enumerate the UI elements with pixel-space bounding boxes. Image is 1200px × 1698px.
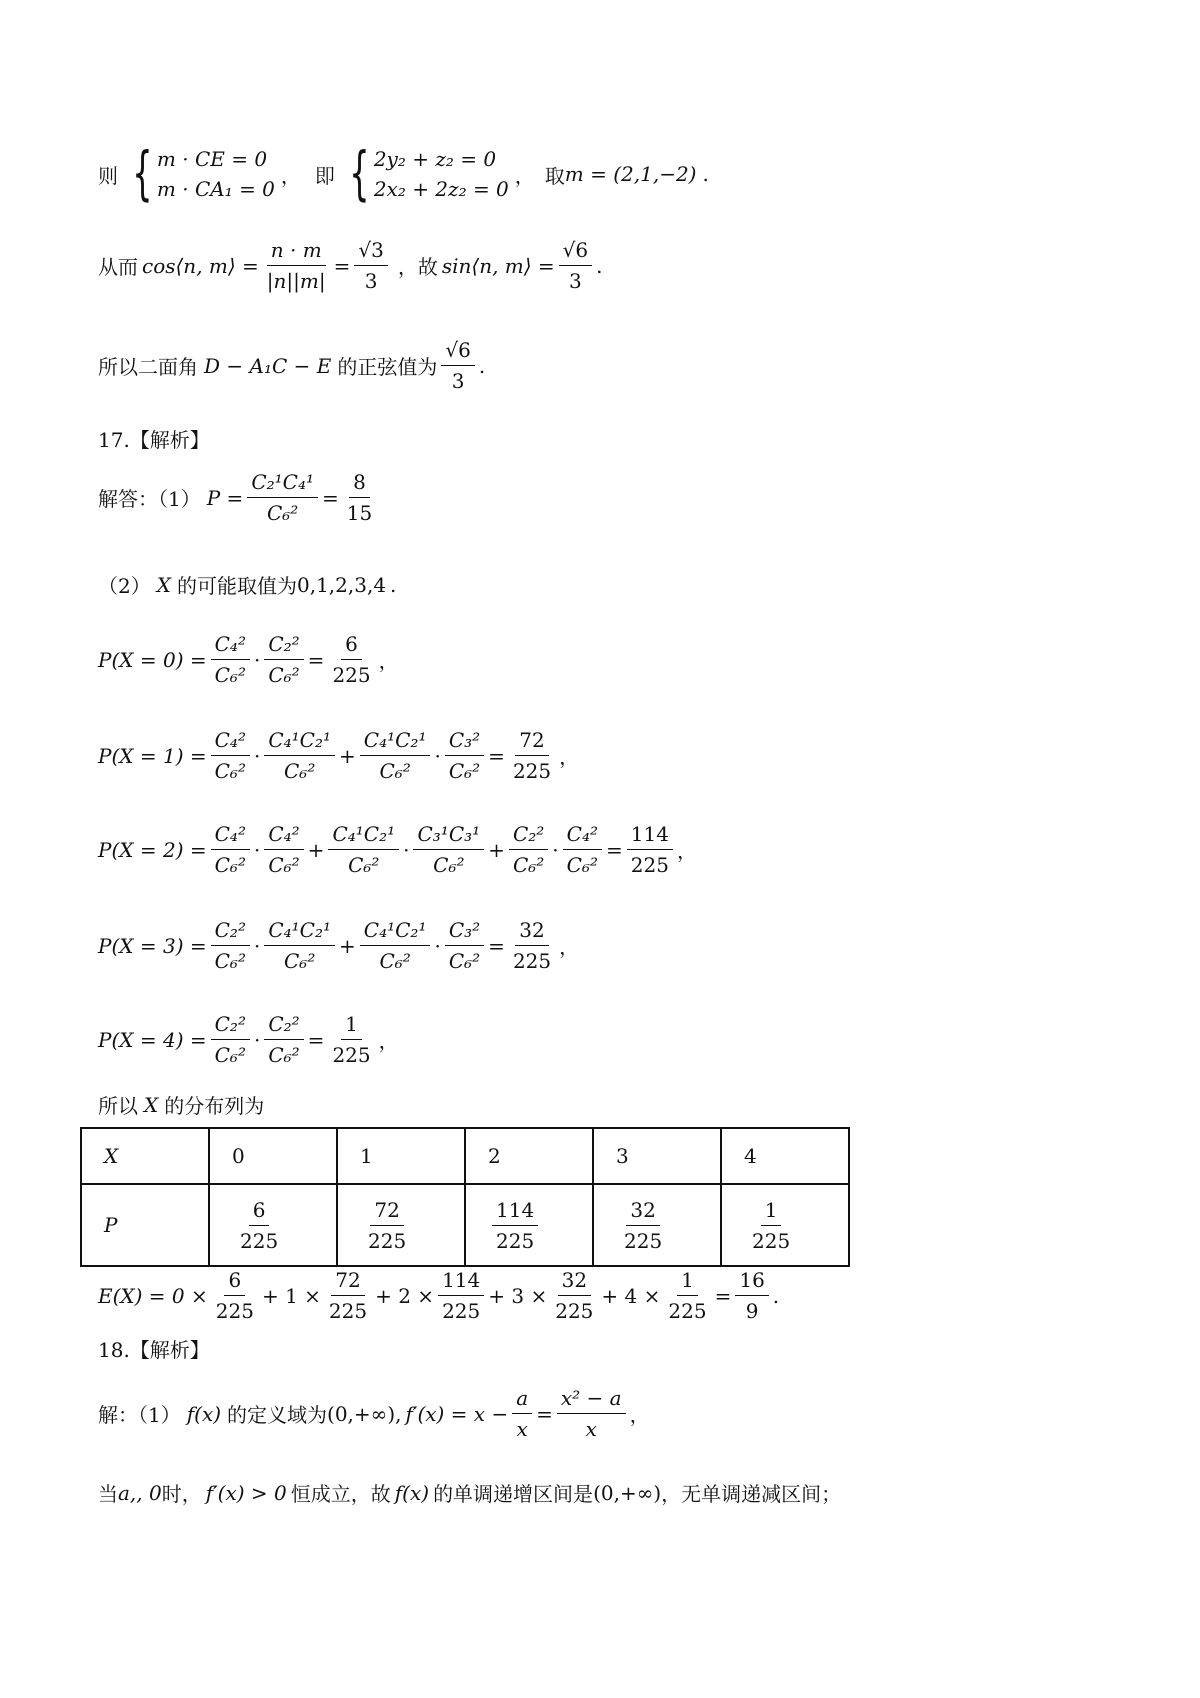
p0-value-num: 6	[341, 632, 362, 660]
p3-a2-den: C₆²	[284, 949, 316, 973]
dot: ·	[253, 837, 261, 862]
p2-a2	[264, 822, 303, 877]
sol18-frac	[512, 1386, 532, 1441]
cos-num: n · m	[267, 238, 326, 266]
sol18-frac-num: a	[512, 1386, 532, 1414]
p1-a2	[264, 728, 335, 783]
dot: ·	[253, 933, 261, 958]
p3-b1-num: C₄¹C₂¹	[360, 918, 431, 946]
dot: ·	[434, 933, 441, 958]
eq: =	[605, 837, 623, 862]
table-cell: X	[81, 1128, 209, 1184]
derivative: f′(x) = x −	[405, 1401, 509, 1426]
p2-b2	[413, 822, 484, 877]
table-cell: P	[81, 1184, 209, 1266]
q17-heading: 17.【解析】	[98, 428, 210, 452]
p2-a1-num: C₄²	[211, 822, 250, 850]
p3-line	[98, 918, 579, 973]
plus: +	[339, 743, 356, 768]
p4-value-num: 1	[341, 1012, 362, 1040]
sep2: ，	[514, 163, 535, 188]
eq: =	[488, 743, 505, 768]
p2-value	[627, 822, 673, 877]
dihedral-expr: D − A₁C − E	[204, 353, 332, 378]
p1-a1-num: C₄²	[211, 728, 250, 756]
text-heng: 恒成立，故	[290, 1482, 391, 1506]
text-part2: （2）	[98, 574, 151, 598]
eq: =	[322, 485, 339, 510]
p2-b2-den: C₆²	[433, 853, 465, 877]
ex-value	[735, 1268, 768, 1323]
plus: +	[339, 933, 356, 958]
cell-den: 225	[496, 1228, 535, 1253]
p4-f1	[211, 1012, 250, 1067]
eq: =	[307, 647, 325, 672]
cell-num: 6	[249, 1198, 270, 1226]
table-cell: 0	[209, 1128, 337, 1184]
op: + 1 ×	[261, 1283, 321, 1308]
p1-b2-num: C₃²	[445, 728, 484, 756]
table-cell: 1	[337, 1128, 465, 1184]
cos-line	[98, 238, 603, 293]
text-shi: 时，	[161, 1482, 202, 1506]
comma: ，	[629, 1403, 650, 1427]
sys2-eq2: 2x₂ + 2z₂ = 0	[373, 177, 509, 201]
p3-value-num: 32	[515, 918, 548, 946]
system-1: { m · CE = 0 m · CA₁ = 0	[132, 139, 275, 207]
ans1-den: C₆²	[266, 501, 299, 525]
p3-value	[509, 918, 555, 973]
p1-a1	[211, 728, 250, 783]
cell-den: 225	[624, 1228, 663, 1253]
text-qu: 取	[544, 163, 565, 188]
table-row	[81, 1184, 849, 1266]
p2-a1-den: C₆²	[214, 853, 246, 877]
comma: ，	[378, 649, 399, 673]
p4-f1-den: C₆²	[214, 1043, 246, 1067]
p2-b1-num: C₄¹C₂¹	[328, 822, 399, 850]
ex-f5	[664, 1268, 710, 1323]
end-dot: .	[702, 162, 709, 186]
p3-b2	[445, 918, 484, 973]
table-cell: 3	[593, 1128, 721, 1184]
p3-b1	[360, 918, 431, 973]
p1-lhs: P(X = 1) =	[98, 743, 207, 768]
p0-line	[98, 632, 399, 687]
text-jie: 解：（1）	[98, 1403, 181, 1427]
ex-f3-den: 225	[442, 1299, 481, 1323]
var-x: X	[144, 1092, 159, 1117]
text-dom: 的定义域为	[227, 1403, 328, 1427]
comma: ，	[559, 935, 580, 959]
ex-f1	[212, 1268, 258, 1323]
sin-value-num: √6	[559, 238, 592, 266]
ex-f2	[325, 1268, 371, 1323]
eq: =	[536, 1401, 553, 1426]
p3-value-den: 225	[512, 949, 552, 973]
p2-value-den: 225	[630, 853, 669, 877]
ex-f5-num: 1	[677, 1268, 698, 1296]
ex-value-den: 9	[745, 1299, 759, 1323]
p0-value-den: 225	[332, 663, 371, 687]
plus: +	[307, 837, 325, 862]
p1-value-den: 225	[512, 759, 552, 783]
sol18-frac-den: x	[516, 1417, 528, 1441]
comma: ，	[378, 1029, 399, 1053]
p4-f1-num: C₂²	[211, 1012, 250, 1040]
p4-f2-den: C₆²	[268, 1043, 300, 1067]
distribution-table	[80, 1127, 850, 1267]
p3-a1-den: C₆²	[214, 949, 246, 973]
sin-value	[559, 238, 592, 293]
ans1-value-num: 8	[349, 470, 370, 498]
p2-line	[98, 822, 697, 877]
ex-f2-den: 225	[328, 1299, 368, 1323]
p4-value-den: 225	[332, 1043, 371, 1067]
p0-f1-den: C₆²	[214, 663, 246, 687]
p1-a2-num: C₄¹C₂¹	[264, 728, 335, 756]
ans1-num: C₂¹C₄¹	[247, 470, 318, 498]
table-row	[81, 1128, 849, 1184]
ex-f4-den: 225	[555, 1299, 594, 1323]
p3-b2-den: C₆²	[448, 949, 481, 973]
p3-lhs: P(X = 3) =	[98, 933, 207, 958]
p0-lhs: P(X = 0) =	[98, 647, 207, 672]
p1-b1-den: C₆²	[379, 759, 411, 783]
p4-lhs: P(X = 4) =	[98, 1027, 207, 1052]
eq: =	[714, 1283, 732, 1308]
system-equations-line	[98, 140, 709, 208]
cos-value-den: 3	[364, 269, 378, 293]
text-congr: 从而	[98, 255, 138, 279]
p3-a1	[211, 918, 250, 973]
p3-a1-num: C₂²	[211, 918, 250, 946]
p2-c2-num: C₄²	[563, 822, 602, 850]
ex-f2-num: 72	[331, 1268, 364, 1296]
p0-f2-den: C₆²	[268, 663, 300, 687]
p2-c1	[509, 822, 548, 877]
var-x: X	[156, 572, 171, 597]
p1-a2-den: C₆²	[284, 759, 316, 783]
p2-c2	[563, 822, 602, 877]
func: f(x)	[394, 1480, 430, 1505]
ans1-frac	[247, 470, 318, 525]
take-expr: m = (2,1,−2)	[564, 162, 697, 186]
p0-f1-num: C₄²	[211, 632, 250, 660]
p2-b1	[328, 822, 399, 877]
ans1-value-den: 15	[346, 501, 373, 525]
ex-f1-num: 6	[224, 1268, 245, 1296]
dot: ·	[403, 837, 410, 862]
p1-b1-num: C₄¹C₂¹	[360, 728, 431, 756]
p3-a2	[264, 918, 335, 973]
text-dang: 当	[98, 1482, 118, 1506]
cell-num: 32	[626, 1198, 659, 1226]
p4-line	[98, 1012, 399, 1067]
text-ji: 即	[314, 163, 335, 188]
p0-f1	[211, 632, 250, 687]
p2-b1-den: C₆²	[348, 853, 380, 877]
p2-c2-den: C₆²	[566, 853, 598, 877]
p1-a1-den: C₆²	[214, 759, 246, 783]
table-cell	[593, 1184, 721, 1266]
sys1-eq2: m · CA₁ = 0	[156, 177, 275, 201]
p2-value-num: 114	[627, 822, 673, 850]
p3-b1-den: C₆²	[379, 949, 411, 973]
condition: a,, 0	[118, 1480, 162, 1505]
cell-num: 1	[761, 1198, 782, 1226]
cell-den: 225	[240, 1228, 279, 1253]
text-gu: ，故	[397, 255, 438, 279]
p4-value	[328, 1012, 374, 1067]
dihedral-num: √6	[441, 338, 474, 366]
end-dot: .	[772, 1283, 780, 1308]
text-interval: 的单调递增区间是	[433, 1482, 594, 1506]
comma: ，	[676, 839, 697, 863]
interval: (0,+∞)	[593, 1480, 662, 1505]
p3-a2-num: C₄¹C₂¹	[264, 918, 335, 946]
table-cell	[465, 1184, 593, 1266]
cell-den: 225	[752, 1228, 791, 1253]
end-dot: .	[390, 572, 397, 597]
sep1: ，	[280, 163, 301, 188]
cos-fraction	[263, 238, 330, 293]
text-tail: ，无单调递减区间；	[661, 1482, 842, 1506]
text-jieda: 解答：（1）	[98, 487, 201, 511]
text-tail: 的可能取值为	[176, 574, 297, 598]
q18-heading: 18.【解析】	[98, 1338, 210, 1362]
cos-expr: cos⟨n, m⟩ =	[142, 253, 259, 278]
p2-c1-num: C₂²	[509, 822, 548, 850]
ex-lhs: E(X) = 0 ×	[98, 1283, 208, 1308]
cos-value-num: √3	[354, 238, 387, 266]
end-dot: .	[596, 253, 603, 278]
cos-den: |n||m|	[266, 269, 326, 293]
sys1-eq1: m · CE = 0	[156, 147, 268, 171]
op: + 3 ×	[488, 1283, 548, 1308]
end-dot: .	[478, 353, 486, 378]
p-expr: P =	[206, 485, 244, 510]
p1-value-num: 72	[515, 728, 548, 756]
expectation-line	[98, 1268, 779, 1323]
p2-a2-num: C₄²	[264, 822, 303, 850]
ex-f1-den: 225	[215, 1299, 254, 1323]
p0-value	[328, 632, 374, 687]
eq: =	[488, 933, 505, 958]
eq: =	[333, 253, 351, 278]
dot: ·	[552, 837, 559, 862]
p4-f2-num: C₂²	[264, 1012, 303, 1040]
p2-a1	[211, 822, 250, 877]
sol18-line	[98, 1386, 650, 1441]
ex-value-num: 16	[735, 1268, 768, 1296]
sol18-value-num: x² − a	[557, 1386, 626, 1414]
eq: =	[307, 1027, 325, 1052]
sin-value-den: 3	[569, 269, 582, 293]
p4-f2	[264, 1012, 303, 1067]
text-suoyi: 所以	[98, 1094, 138, 1118]
text-tail: 的分布列为	[164, 1094, 265, 1118]
domain: (0,+∞),	[327, 1401, 402, 1426]
part2-line	[98, 570, 396, 599]
dihedral-line	[98, 338, 485, 393]
dot: ·	[253, 743, 261, 768]
dot: ·	[253, 647, 261, 672]
ex-f3	[438, 1268, 484, 1323]
p2-c1-den: C₆²	[512, 853, 545, 877]
op: + 4 ×	[601, 1283, 661, 1308]
dot: ·	[253, 1027, 261, 1052]
op: + 2 ×	[375, 1283, 435, 1308]
p1-b2	[445, 728, 484, 783]
values: 0,1,2,3,4	[296, 572, 387, 597]
comma: ，	[559, 745, 580, 769]
p2-b2-num: C₃¹C₃¹	[413, 822, 484, 850]
ans1-value	[343, 470, 376, 525]
table-cell	[209, 1184, 337, 1266]
table-cell: 2	[465, 1128, 593, 1184]
func: f(x)	[186, 1401, 222, 1426]
table-cell	[337, 1184, 465, 1266]
ex-f5-den: 225	[668, 1299, 707, 1323]
p1-b2-den: C₆²	[448, 759, 481, 783]
text-tail: 的正弦值为	[337, 355, 438, 379]
sys2-eq1: 2y₂ + z₂ = 0	[373, 147, 497, 171]
table-cell	[721, 1184, 849, 1266]
sol18-value	[557, 1386, 626, 1441]
dist-intro	[98, 1090, 264, 1119]
dihedral-den: 3	[451, 369, 465, 393]
plus: +	[488, 837, 505, 862]
p1-b1	[360, 728, 431, 783]
dihedral-value	[441, 338, 474, 393]
dot: ·	[434, 743, 441, 768]
text-suoyi: 所以二面角	[98, 355, 198, 379]
ans-part1	[98, 470, 380, 525]
cos-value	[354, 238, 387, 293]
ex-f4-num: 32	[558, 1268, 591, 1296]
sol18-value-den: x	[585, 1417, 597, 1441]
p3-b2-num: C₃²	[445, 918, 484, 946]
cell-num: 72	[370, 1198, 403, 1226]
text-ze: 则	[98, 163, 118, 188]
ex-f4	[551, 1268, 597, 1323]
ex-f3-num: 114	[438, 1268, 484, 1296]
cell-den: 225	[368, 1228, 407, 1253]
system-2: { 2y₂ + z₂ = 0 2x₂ + 2z₂ = 0	[349, 139, 509, 207]
p2-a2-den: C₆²	[268, 853, 300, 877]
p1-value	[509, 728, 555, 783]
p0-f2	[264, 632, 303, 687]
table-cell: 4	[721, 1128, 849, 1184]
p1-line	[98, 728, 579, 783]
p2-lhs: P(X = 2) =	[98, 837, 207, 862]
case-line	[98, 1478, 841, 1507]
derivative-positive: f′(x) > 0	[205, 1480, 287, 1505]
p0-f2-num: C₂²	[264, 632, 303, 660]
cell-num: 114	[492, 1198, 538, 1226]
sin-expr: sin⟨n, m⟩ =	[441, 253, 555, 278]
